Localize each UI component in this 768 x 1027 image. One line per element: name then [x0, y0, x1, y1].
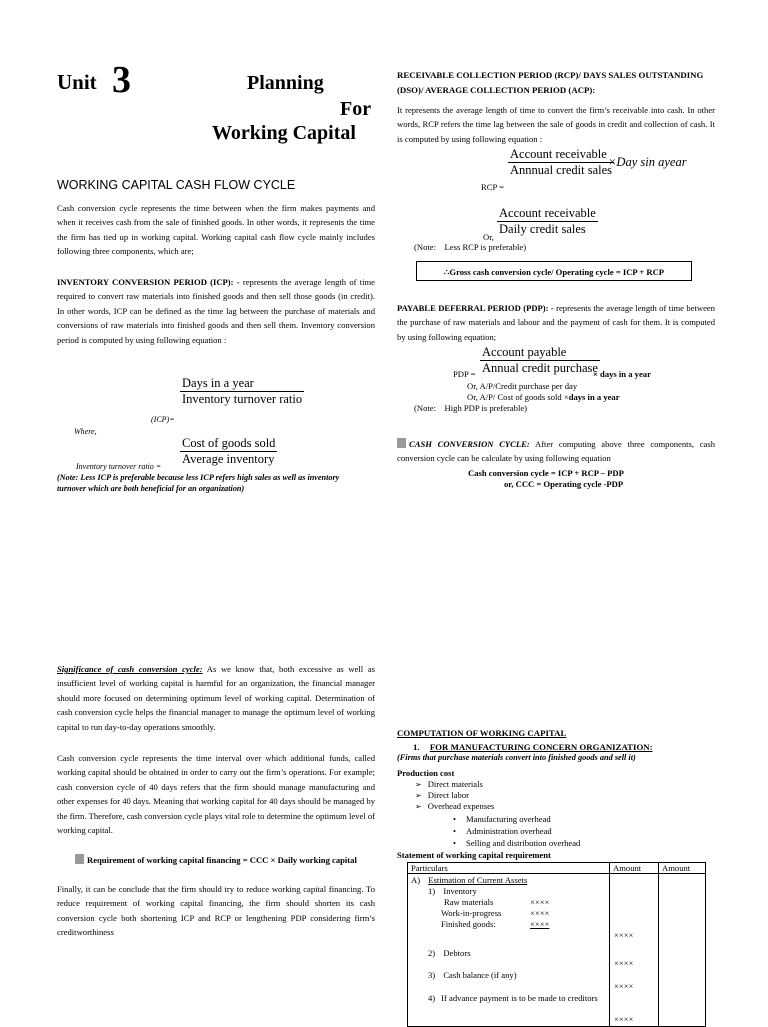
amount-cell	[610, 874, 659, 1027]
pdp-label: PDP =	[453, 369, 476, 379]
cash-label: Cash balance (if any)	[443, 970, 517, 980]
statement-heading: Statement of working capital requirement	[397, 850, 551, 860]
significance-paragraph	[57, 662, 375, 734]
rcp-multiplier: ×Day sin ayear	[608, 155, 687, 169]
ccc-explanation-paragraph: Cash conversion cycle represents the time interval over which additional funds, called working capital should be obtained in order to carry out the firm’s operations. For example; cash conversion cycle of 40 days refers that the firm should manage manufacturing and other expenses for 40 days. Meaning that working capital for 40 days should be managed by the firm. Therefore, cash conversion cycle plays vital role to determine the optimum level of working capital.	[57, 753, 375, 836]
inventory-number: 1)	[428, 886, 436, 896]
rcp-alt-denominator: Daily credit sales	[497, 221, 598, 237]
title-line-3: Working Capital	[212, 122, 356, 144]
pdp-alt-1: Or, A/P/Credit purchase per day	[467, 381, 578, 391]
list-item: • Administration overhead	[453, 825, 580, 837]
icp-text: represents the average length of time required to convert raw materials into finished goods and then sell those goods (in credit). In other words, ICP can be defined as the time lag between the purchase of materials and conversions of raw materials into finished goods and then sell them. Inventory conversion period is computed by using following equation :	[57, 277, 376, 345]
icp-numerator: Days in a year	[182, 376, 254, 390]
table-header-cell: Particulars	[408, 863, 610, 874]
pdp-text: represents the average length of time between the purchase of raw materials and labour and the payment of cash for them. It is computed by using following equation;	[397, 303, 716, 342]
unit-label: Unit	[57, 70, 97, 94]
list-item: ➢ Overhead expenses	[415, 801, 494, 812]
ccc-heading: CASH CONVERSION CYCLE:	[409, 439, 530, 449]
itr-numerator: Cost of goods sold	[182, 436, 276, 450]
manufacturing-number: 1.	[413, 742, 420, 752]
itr-label: Inventory turnover ratio =	[76, 462, 162, 471]
list-item: ➢ Direct materials	[415, 779, 494, 790]
icp-paragraph	[57, 275, 375, 347]
table-header-cell: Amount	[659, 863, 706, 874]
amount-cell	[659, 874, 706, 1027]
debtors-number: 2)	[428, 948, 436, 958]
rcp-alt-numerator: Account receivable	[499, 206, 596, 220]
pdp-suffix: × days in a year	[593, 369, 651, 379]
finished-goods-amount: ××××	[530, 919, 550, 929]
therefore-marker-icon	[75, 854, 84, 864]
advance-number: 4)	[428, 993, 436, 1003]
icp-label: (ICP)=	[151, 415, 175, 424]
pdp-paragraph	[397, 301, 715, 344]
pdp-alt-2-text: Or, A/P/ Cost of goods sold ×	[467, 392, 569, 402]
table-row	[408, 874, 706, 1027]
icp-note: (Note: Less ICP is preferable because less ICP refers high sales as well as inventory turnover which are both beneficial for an organization)	[57, 473, 340, 493]
cash-row	[428, 970, 517, 981]
icp-heading: INVENTORY CONVERSION PERIOD (ICP): -	[57, 277, 240, 287]
ccc-formula-1: Cash conversion cycle = ICP + RCP – PDP	[468, 468, 624, 478]
table-header-cell: Amount	[610, 863, 659, 874]
rcp-or-label: Or,	[483, 232, 494, 242]
debtors-amount: ××××	[614, 958, 634, 968]
therefore-marker-icon	[397, 438, 406, 448]
rcp-note: (Note: Less RCP is preferable)	[414, 242, 527, 252]
list-item: ➢ Direct labor	[415, 790, 494, 801]
inventory-total-amount: ××××	[614, 930, 634, 940]
wip-amount: ××××	[530, 908, 550, 918]
unit-number: 3	[112, 59, 131, 101]
raw-materials-amount: ××××	[530, 897, 550, 907]
debtors-row	[428, 948, 471, 959]
pdp-alt-2	[467, 392, 620, 402]
computation-heading: COMPUTATION OF WORKING CAPITAL	[397, 728, 567, 738]
requirement-formula-text: Requirement of working capital financing = CCC × Daily working capital	[87, 855, 357, 865]
table-header-row	[408, 863, 706, 874]
rcp-label: RCP =	[481, 182, 504, 192]
operating-cycle-box: ∴Gross cash conversion cycle/ Operating cycle = ICP + RCP	[416, 261, 692, 281]
rcp-numerator: Account receivable	[510, 147, 607, 161]
rcp-alt-fraction	[497, 206, 598, 237]
where-label: Where,	[74, 427, 97, 436]
ccc-text: After computing above three components, cash conversion cycle can be calculate by using following equation	[397, 439, 715, 464]
finished-goods-label: Finished goods:	[441, 919, 496, 929]
icp-fraction	[180, 376, 304, 407]
rcp-heading: RECEIVABLE COLLECTION PERIOD (RCP)/ DAYS SALES OUTSTANDING (DSO)/ AVERAGE COLLECTION PERIOD (ACP):	[397, 70, 704, 95]
cycle-heading: WORKING CAPITAL CASH FLOW CYCLE	[57, 178, 296, 192]
section-a-row	[411, 875, 527, 886]
pdp-alt-2-bold: days in a year	[568, 392, 620, 402]
inventory-row	[428, 886, 477, 897]
advance-row	[428, 993, 603, 1004]
pdp-denominator: Annual credit purchase	[482, 361, 598, 375]
rcp-paragraph: It represents the average length of time to convert the firm’s receivable into cash. In other words, RCP refers the time lag between the sale of goods in credit and collection of cash. It is computed by using following equation :	[397, 105, 715, 144]
title-line-1: Planning	[247, 72, 324, 94]
manufacturing-heading	[413, 742, 653, 752]
pdp-note: (Note: High PDP is preferable)	[414, 403, 528, 413]
wip-label: Work-in-progress	[441, 908, 502, 918]
list-item: • Manufacturing overhead	[453, 813, 580, 825]
pdp-numerator: Account payable	[482, 345, 567, 359]
rcp-denominator: Annnual credit sales	[510, 163, 613, 177]
significance-heading: Significance of cash conversion cycle:	[57, 664, 203, 674]
final-paragraph: Finally, it can be conclude that the firm should try to reduce working capital financing. To reduce requirement of working capital financing, the firm should shorten its cash conversion cycle both shortening ICP and RCP or lengthening PDP considering firm’s creditworthiness	[57, 884, 375, 938]
ccc-formula-2: or, CCC = Operating cycle -PDP	[504, 479, 624, 489]
manufacturing-note: (Firms that purchase materials convert into finished goods and sell it)	[397, 753, 636, 762]
inventory-label: Inventory	[443, 886, 477, 896]
icp-denominator: Inventory turnover ratio	[182, 392, 303, 406]
advance-amount: ××××	[614, 1014, 634, 1024]
itr-denominator: Average inventory	[180, 451, 277, 467]
production-cost-heading: Production cost	[397, 768, 455, 778]
pdp-heading: PAYABLE DEFERRAL PERIOD (PDP): -	[397, 303, 554, 313]
working-capital-table	[407, 862, 706, 1027]
cycle-paragraph: Cash conversion cycle represents the time between when the firm makes payments and when it receives cash from the sale of finished goods. In other words, it represents the time the firm has tied up in working capital. Working capital cash flow cycle mainly includes following three components, which are;	[57, 203, 375, 257]
raw-materials-label: Raw materials	[444, 897, 494, 907]
particulars-cell	[408, 874, 610, 1027]
production-cost-list	[415, 779, 494, 812]
cash-amount: ××××	[614, 981, 634, 991]
ccc-paragraph	[397, 437, 715, 466]
advance-label: If advance payment is to be made to creditors	[441, 993, 598, 1003]
pdp-fraction	[480, 345, 600, 376]
itr-fraction	[180, 436, 277, 467]
significance-text: As we know that, both excessive as well as insufficient level of working capital is harmful for an organization, the financial manager should more focused on determining optimum level of working capital. Determination of cash conversion cycle helps the financial manager to manage the optimum level of working capital to run day-to-day operations smoothly.	[57, 664, 375, 732]
section-a-marker: A)	[411, 875, 421, 885]
cash-number: 3)	[428, 970, 436, 980]
rcp-fraction	[508, 147, 614, 178]
manufacturing-title: FOR MANUFACTURING CONCERN ORGANIZATION:	[429, 742, 653, 752]
list-item: • Selling and distribution overhead	[453, 837, 580, 849]
section-a-label: Estimation of Current Assets	[428, 875, 528, 885]
overhead-list	[453, 813, 580, 849]
requirement-formula	[75, 853, 365, 867]
debtors-label: Debtors	[443, 948, 471, 958]
title-line-2: For	[340, 98, 372, 120]
